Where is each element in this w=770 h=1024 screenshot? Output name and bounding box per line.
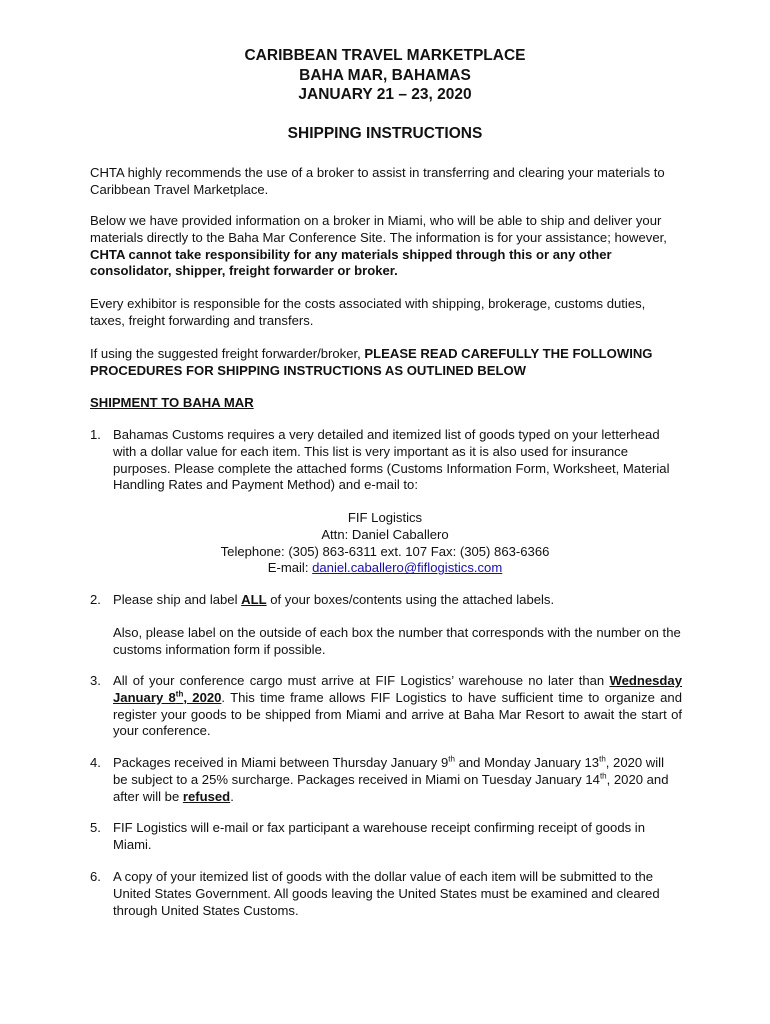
email-label: E-mail:: [267, 560, 313, 576]
list-item: [90, 820, 682, 854]
item-text-part: .: [230, 788, 234, 804]
intro-text: If using the suggested freight forwarder/broker,: [90, 346, 365, 361]
item-text: [113, 592, 682, 609]
item-number: 5.: [90, 820, 101, 835]
refused-text: refused: [182, 788, 231, 804]
item-text: Bahamas Customs requires a very detailed and itemized list of goods typed on your letterhead with a dollar value for each item. This list is very important as it is also used for insurance purposes. Please complete the attached forms (Customs Information Form, Worksheet, Material Handling Rates and Payment Method) and e-mail to:: [113, 427, 670, 493]
intro-text: Below we have provided information on a broker in Miami, who will be able to ship and deliver your materials directly to the Baha Mar Conference Site. The information is for your assistance; however,: [90, 213, 667, 245]
item-text-part: , 2020 and after will be: [113, 771, 669, 804]
contact-email-row: [90, 560, 680, 577]
item-text: A copy of your itemized list of goods with the dollar value of each item will be submitted to the United States Government. All goods leaving the United States must be examined and cleared through United States Customs.: [113, 869, 660, 918]
item-text-part: Packages received in Miami between Thursday January 9: [113, 755, 449, 770]
section-title: SHIPMENT TO BAHA MAR: [90, 395, 254, 410]
item-text-part: , 2020 will be subject to a 25% surcharge. Packages received in Miami on Tuesday January 14: [113, 755, 664, 787]
deadline-year: , 2020: [183, 689, 222, 705]
intro-text: CHTA highly recommends the use of a broker to assist in transferring and clearing your materials to Caribbean Travel Marketplace.: [90, 165, 665, 197]
item-text-part: of your boxes/contents using the attached labels.: [266, 592, 555, 607]
deadline-text: Wednesday January 8: [113, 673, 682, 705]
item-text-part: and Monday January 13: [454, 755, 600, 770]
page-title: SHIPPING INSTRUCTIONS: [287, 125, 483, 142]
contact-attn: Attn: Daniel Caballero: [321, 526, 449, 542]
contact-block: [90, 510, 680, 577]
item-text-part: Please ship and label: [113, 592, 242, 607]
intro-paragraph-3: [90, 296, 682, 330]
intro-paragraph-4: [90, 346, 682, 380]
item-number: 1.: [90, 427, 101, 442]
emphasis-all: ALL: [241, 592, 267, 607]
event-dates: JANUARY 21 – 23, 2020: [298, 86, 472, 103]
item-text-part: . This time frame allows FIF Logistics to have sufficient time to organize and register your goods to be shipped from Miami and arrive at Baha Mar Resort to await the start of your conference.: [113, 689, 683, 739]
procedure-notice: PLEASE READ CAREFULLY THE FOLLOWING PROCEDURES FOR SHIPPING INSTRUCTIONS AS OUTLINED BELOW: [90, 346, 653, 378]
item-text: [113, 673, 682, 740]
item-number: 3.: [90, 673, 101, 688]
intro-paragraph-1: [90, 165, 682, 199]
event-title: CARIBBEAN TRAVEL MARKETPLACE: [244, 47, 526, 64]
ordinal-suffix: th: [599, 771, 607, 781]
list-item: [90, 427, 682, 494]
email-link[interactable]: daniel.caballero@fiflogistics.com: [312, 560, 503, 576]
item-text-part: All of your conference cargo must arrive at FIF Logistics’ warehouse no later than: [113, 673, 610, 688]
ordinal-suffix: th: [599, 754, 606, 764]
ordinal-suffix: th: [175, 689, 184, 699]
contact-company: FIF Logistics: [347, 510, 423, 525]
list-item: [90, 755, 682, 805]
event-location: BAHA MAR, BAHAMAS: [299, 66, 471, 84]
document-header: [90, 46, 680, 105]
item-text: Also, please label on the outside of each box the number that corresponds with the number on the customs information form if possible.: [113, 625, 681, 657]
contact-phone: Telephone: (305) 863-6311 ext. 107 Fax: (305) 863-6366: [220, 543, 550, 559]
item-number: 4.: [90, 755, 101, 770]
intro-paragraph-2: [90, 213, 682, 280]
item-text: [113, 755, 682, 805]
list-item: [90, 673, 682, 740]
item-number: 2.: [90, 592, 101, 607]
item-number: 6.: [90, 869, 101, 884]
ordinal-suffix: th: [448, 754, 455, 764]
list-item: [90, 592, 682, 609]
item-text: FIF Logistics will e-mail or fax participant a warehouse receipt confirming receipt of goods in Miami.: [113, 820, 645, 852]
disclaimer-text: CHTA cannot take responsibility for any materials shipped through this or any other consolidator, shipper, freight forwarder or broker.: [90, 246, 612, 279]
list-item: [90, 869, 682, 919]
intro-text: Every exhibitor is responsible for the costs associated with shipping, brokerage, customs duties, taxes, freight forwarding and transfers.: [90, 296, 646, 328]
list-item-continuation: [90, 625, 682, 659]
